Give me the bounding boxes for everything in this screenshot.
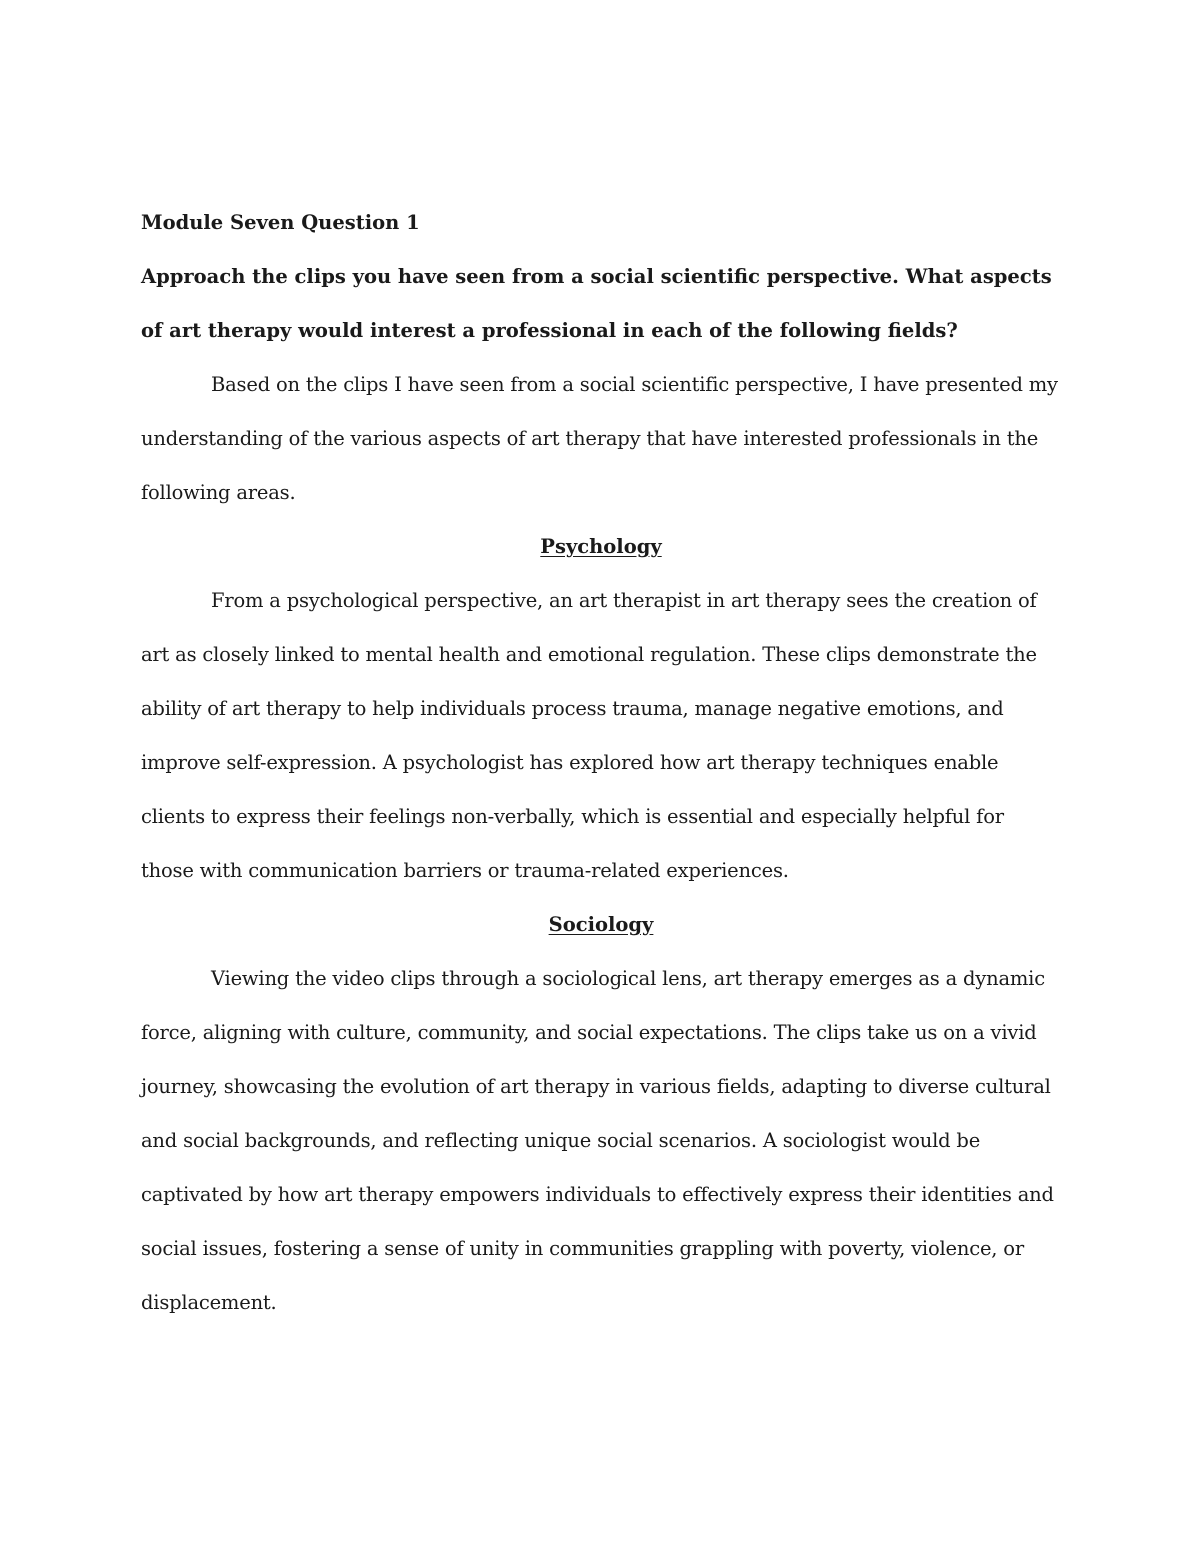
section-heading-sociology: Sociology [548, 913, 654, 936]
section-body-sociology: Viewing the video clips through a sociological lens, art therapy emerges as a dynamic force, aligning with culture, community, and social expectations. The clips take us on a vivid journey, showcasing the evolution of art therapy in various fields, adapting to diverse cultural and social backgrounds, and reflecting unique social scenarios. A sociologist would be captivated by how art therapy empowers individuals to effectively express their identities and social issues, fostering a sense of unity in communities grappling with poverty, violence, or displacement. [141, 967, 1054, 1314]
document-title: Module Seven Question 1 [141, 211, 420, 234]
question-prompt: Approach the clips you have seen from a social scientific perspective. What aspects of art therapy would interest a professional in each of the following fields? [141, 265, 1052, 342]
document-body [141, 196, 1061, 1330]
section-heading-psychology: Psychology [540, 535, 662, 558]
intro-paragraph: Based on the clips I have seen from a social scientific perspective, I have presented my understanding of the various aspects of art therapy that have interested professionals in the following areas. [141, 373, 1058, 504]
section-body-psychology: From a psychological perspective, an art therapist in art therapy sees the creation of art as closely linked to mental health and emotional regulation. These clips demonstrate the ability of art therapy to help individuals process trauma, manage negative emotions, and improve self-expression. A psychologist has explored how art therapy techniques enable clients to express their feelings non-verbally, which is essential and especially helpful for those with communication barriers or trauma-related experiences. [141, 589, 1037, 882]
